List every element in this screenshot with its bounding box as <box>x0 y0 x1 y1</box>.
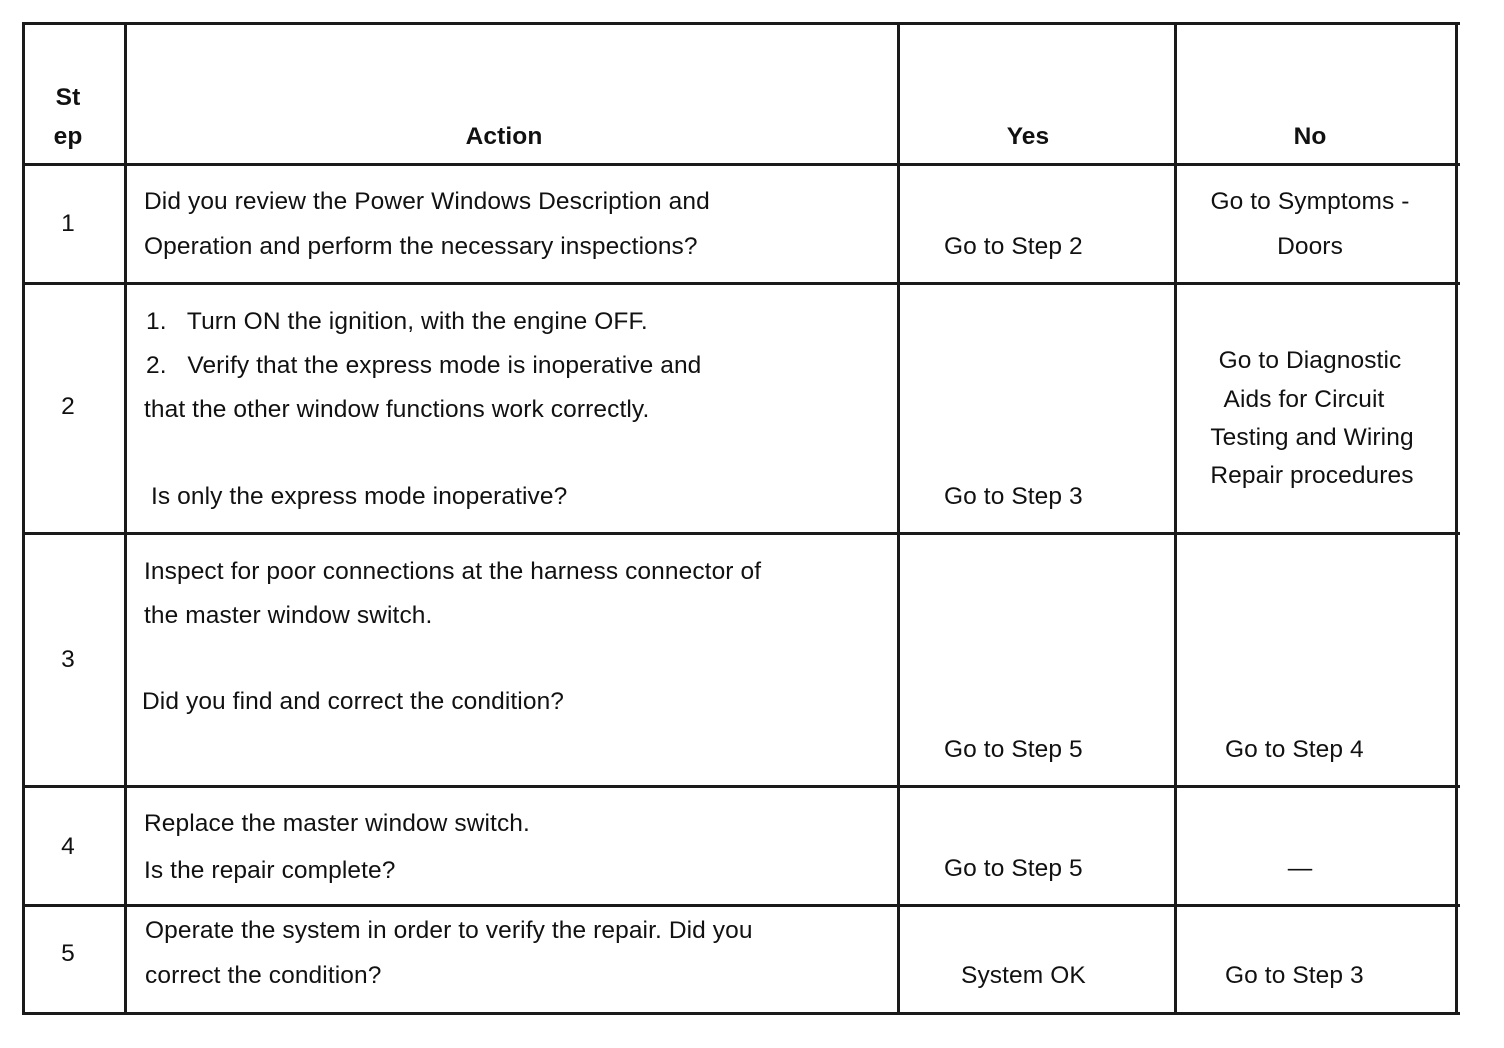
row2-action-line2: 2. Verify that the express mode is inoperative and <box>146 352 702 379</box>
table-rule-step-action <box>124 22 127 1015</box>
row3-no: Go to Step 4 <box>1225 736 1364 763</box>
row2-action-line4: Is only the express mode inoperative? <box>151 483 568 510</box>
header-step-line2: ep <box>53 123 83 150</box>
table-rule-row3-bottom <box>22 785 1460 788</box>
row1-no-line1: Go to Symptoms - <box>1210 188 1410 215</box>
header-step-line1: St <box>55 84 81 111</box>
row2-no-line1: Go to Diagnostic <box>1218 347 1402 374</box>
row3-action-line3: Did you find and correct the condition? <box>142 688 565 715</box>
table-rule-bottom <box>22 1012 1460 1015</box>
row5-yes: System OK <box>961 962 1086 989</box>
table-rule-yes-no <box>1174 22 1177 1015</box>
row5-no: Go to Step 3 <box>1225 962 1364 989</box>
row3-step: 3 <box>61 646 75 673</box>
table-rule-right <box>1455 22 1458 1015</box>
row3-action-line2: the master window switch. <box>144 602 433 629</box>
row2-action-line3: that the other window functions work correctly. <box>144 396 650 423</box>
row4-no: — <box>1287 855 1313 882</box>
row4-step: 4 <box>61 833 75 860</box>
row3-yes: Go to Step 5 <box>944 736 1083 763</box>
table-rule-left <box>22 22 25 1015</box>
row3-action-line1: Inspect for poor connections at the harness connector of <box>144 558 762 585</box>
row2-step: 2 <box>61 393 75 420</box>
row2-action-line1: 1. Turn ON the ignition, with the engine OFF. <box>146 308 648 335</box>
row1-action-line1: Did you review the Power Windows Description and <box>144 188 710 215</box>
row4-action-line2: Is the repair complete? <box>144 857 396 884</box>
header-action: Action <box>465 123 543 150</box>
row1-step: 1 <box>61 210 75 237</box>
header-no: No <box>1293 123 1327 150</box>
header-yes: Yes <box>1006 123 1050 150</box>
row2-no-line2: Aids for Circuit <box>1223 386 1385 413</box>
row1-no-line2: Doors <box>1277 233 1343 260</box>
table-rule-action-yes <box>897 22 900 1015</box>
row2-no-line4: Repair procedures <box>1210 462 1414 489</box>
row5-step: 5 <box>61 940 75 967</box>
table-rule-row1-bottom <box>22 282 1460 285</box>
row4-yes: Go to Step 5 <box>944 855 1083 882</box>
row5-action-line1: Operate the system in order to verify the repair. Did you <box>145 917 753 944</box>
table-rule-row4-bottom <box>22 904 1460 907</box>
row5-action-line2: correct the condition? <box>145 962 382 989</box>
table-rule-header-bottom <box>22 163 1460 166</box>
row4-action-line1: Replace the master window switch. <box>144 810 530 837</box>
row2-yes: Go to Step 3 <box>944 483 1083 510</box>
table-rule-top <box>22 22 1460 25</box>
table-rule-row2-bottom <box>22 532 1460 535</box>
row2-no-line3: Testing and Wiring <box>1210 424 1414 451</box>
row1-action-line2: Operation and perform the necessary inspections? <box>144 233 698 260</box>
row1-yes: Go to Step 2 <box>944 233 1083 260</box>
